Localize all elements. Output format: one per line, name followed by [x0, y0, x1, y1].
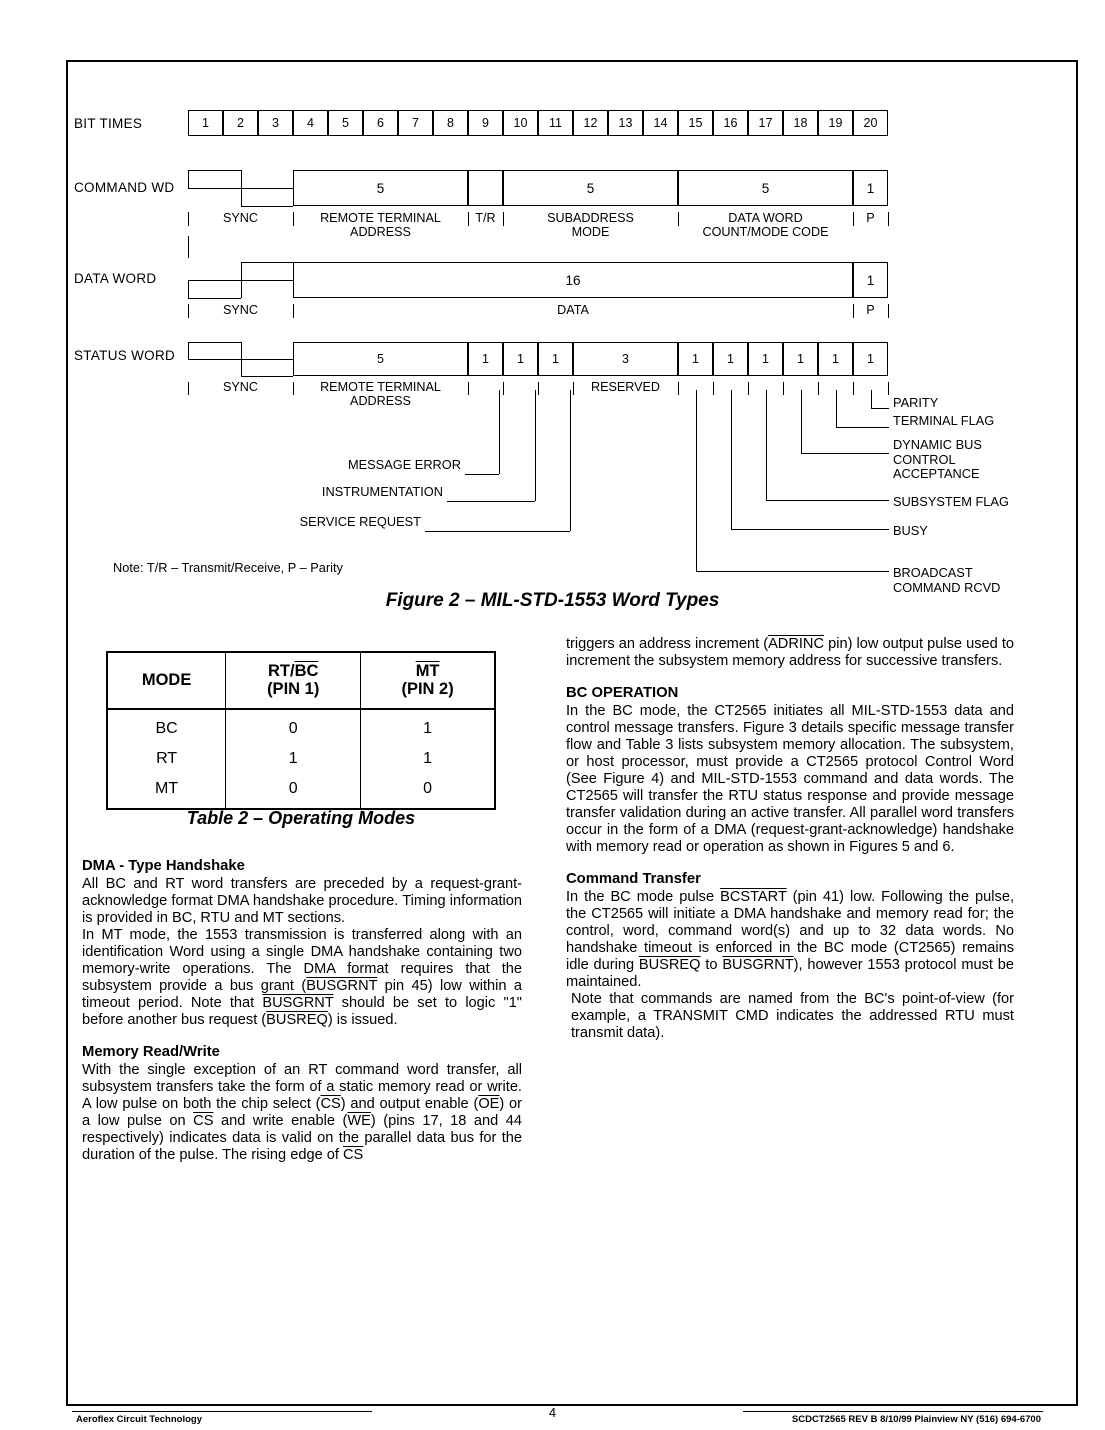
signal-we: $\overline{WE}$: [347, 1112, 371, 1129]
cont-a: triggers an address increment (: [566, 636, 769, 652]
callout-leader-vertical: [836, 390, 837, 427]
callout-leader-horizontal: [801, 453, 890, 454]
th-rtbc-pin: (PIN 1): [267, 680, 320, 699]
callout-leader-vertical: [570, 390, 571, 531]
bit-time-cell: 16: [713, 110, 748, 136]
callout-label-right: DYNAMIC BUS CONTROL ACCEPTANCE: [893, 437, 982, 482]
label-command-wd: COMMAND WD: [74, 180, 175, 195]
callout-leader-horizontal: [425, 531, 570, 532]
table-row: [107, 744, 495, 774]
dma2-b: pin 45) low within a timeout period. Note that: [82, 977, 523, 1011]
sync-high-bottom: [188, 188, 241, 189]
paragraph-bc-operation: In the BC mode, the CT2565 initiates all MIL-STD-1553 data and control message transfers. Figure 3 details specific message transfer flow and Table 3 lists subsystem memory allocation. The subsystem, or host processor, must provide a CT2565 protocol Control Word (See Figure 4) and MIL-STD-1553 command and data words. The CT2565 will transfer the RTU status response and provide message transfer validation during an active transfer. All parallel word transfers occur in the form of a DMA (request-grant-acknowledge) handshake with memory read or operation as shown in Figures 5 and 6.: [566, 702, 1014, 855]
sync-high-top: [188, 342, 241, 343]
th-mt-overline: $\overline{MT}$: [415, 662, 440, 680]
caption-sync: SYNC: [223, 380, 258, 394]
caption-segment: DATA: [557, 303, 589, 317]
cell-mode: RT: [107, 744, 226, 774]
cmd-c: to: [700, 956, 723, 973]
sync-low-bottom: [241, 376, 294, 377]
signal-bcstart: BCSTART: [720, 888, 787, 905]
table-header-row: [107, 652, 495, 709]
bit-time-cell: 18: [783, 110, 818, 136]
bit-time-cell: 2: [223, 110, 258, 136]
tick-segment: [468, 382, 469, 395]
signal-adrinc: ADRINC: [768, 636, 825, 652]
tick-segment: [503, 382, 504, 395]
caption-sync: SYNC: [223, 303, 258, 317]
label-status-word: STATUS WORD: [74, 348, 176, 363]
table-2-operating-modes: [106, 651, 496, 810]
cell-mt: 1: [361, 709, 495, 744]
caption-segment: REMOTE TERMINAL ADDRESS: [320, 211, 441, 240]
label-data-word: DATA WORD: [74, 271, 157, 286]
sync-low-top: [188, 280, 241, 281]
th-mode-label: MODE: [141, 671, 192, 690]
heading-memory-read-write: Memory Read/Write: [82, 1043, 220, 1060]
callout-leader-vertical: [499, 390, 500, 474]
caption-segment: RESERVED: [590, 380, 661, 394]
mem-b: ) and output enable (: [340, 1095, 479, 1112]
cell-mt: 1: [361, 744, 495, 774]
callout-leader-vertical: [731, 390, 732, 529]
figure-note: Note: T/R – Transmit/Receive, P – Parity: [113, 560, 343, 575]
callout-label-right: BUSY: [893, 523, 928, 538]
bit-time-cell: 13: [608, 110, 643, 136]
bit-time-cell: 9: [468, 110, 503, 136]
signal-busgrnt-2: BUSGRNT: [262, 994, 334, 1011]
footer-page-number: 4: [548, 1405, 557, 1420]
tick-segment: [783, 382, 784, 395]
right-text-column: [566, 636, 1014, 1042]
sync-left-edge: [188, 170, 189, 188]
signal-busgrnt-1: BUSGRNT: [306, 977, 378, 994]
tick-segment: [538, 382, 539, 395]
tick-sync-long: [188, 236, 189, 258]
table-body: [107, 709, 495, 809]
tick-segment: [853, 382, 854, 395]
caption-segment: DATA WORD COUNT/MODE CODE: [702, 211, 829, 240]
bit-time-cell: 6: [363, 110, 398, 136]
sync-low-top: [241, 359, 294, 360]
label-bit-times: BIT TIMES: [74, 116, 143, 131]
cell-rtbc: 1: [226, 744, 361, 774]
table-2-caption: Table 2 – Operating Modes: [186, 808, 416, 828]
paragraph-command-note: Note that commands are named from the BC's point-of-view (for example, a TRANSMIT CMD indicates the addressed RTU must transmit data).: [571, 990, 1014, 1041]
figure-caption: Figure 2 – MIL-STD-1553 Word Types: [385, 590, 720, 611]
sync-left-edge: [188, 280, 189, 298]
paragraph-command-transfer: [566, 889, 1014, 991]
dma2-c: should be set to logic "1" before another bus request (: [82, 994, 522, 1028]
callout-label-left: MESSAGE ERROR: [347, 457, 461, 472]
bit-time-cell: 11: [538, 110, 573, 136]
status-word-segment: 1: [818, 342, 853, 376]
cell-mt: 0: [361, 774, 495, 809]
table-row: [107, 774, 495, 809]
callout-label-left: SERVICE REQUEST: [299, 514, 421, 529]
signal-busreq: BUSREQ: [266, 1011, 328, 1028]
sync-low-bottom: [241, 206, 294, 207]
bit-time-cell: 17: [748, 110, 783, 136]
caption-segment: SUBADDRESS MODE: [547, 211, 634, 240]
sync-high-bottom: [241, 280, 294, 281]
footer-rule-right: [743, 1411, 1043, 1412]
paragraph-memory: [82, 1062, 522, 1164]
sync-low-top: [241, 188, 294, 189]
command-word-segment: 1: [853, 170, 888, 206]
sync-high-bottom: [188, 359, 241, 360]
callout-leader-vertical: [871, 390, 872, 408]
callout-leader-horizontal: [836, 427, 890, 428]
left-text-column: [82, 858, 522, 1164]
status-word-segment: 1: [713, 342, 748, 376]
command-word-segment: 5: [293, 170, 468, 206]
dma2-a: In MT mode, the 1553 transmission is transferred along with an identification Word using a single DMA handshake containing two memory-write operations. The DMA format requires that the subsystem provide a bus grant (: [82, 926, 522, 994]
tick-segment: [713, 382, 714, 395]
caption-sync: SYNC: [223, 211, 258, 225]
caption-segment: P: [866, 211, 875, 225]
status-word-segment: 5: [293, 342, 468, 376]
callout-leader-horizontal: [731, 529, 890, 530]
cmd-b: (pin 41) low. Following the pulse, the CT2565 will initiate a DMA handshake and memory read for; the control, word, command word(s) and up to 32 data words. No handshake timeout is enforced in the BC mode (CT2565) remains idle during: [566, 888, 1014, 973]
cell-rtbc: 0: [226, 774, 361, 809]
caption-segment: P: [866, 303, 875, 317]
callout-leader-vertical: [535, 390, 536, 501]
signal-oe: $\overline{OE}$: [478, 1095, 500, 1112]
th-rtbc-overline: $\overline{BC}$: [294, 662, 319, 680]
tick-segment: [818, 382, 819, 395]
bit-time-cell: 10: [503, 110, 538, 136]
sync-high-top: [241, 262, 294, 263]
footer-docid: SCDCT2565 REV B 8/10/99 Plainview NY (516) 694-6700: [791, 1414, 1041, 1425]
signal-cs-2: $\overline{CS}$: [193, 1112, 214, 1129]
command-word-segment: 5: [503, 170, 678, 206]
command-word-segment: 5: [678, 170, 853, 206]
status-word-segment: 3: [573, 342, 678, 376]
heading-dma-type-handshake: DMA - Type Handshake: [82, 858, 245, 874]
heading-command-transfer: Command Transfer: [566, 870, 701, 887]
cont-b: pin) low output pulse used to increment the subsystem memory address for successive transfers.: [566, 636, 1014, 669]
data-word-segment: 16: [293, 262, 853, 298]
command-word-segment: [468, 170, 503, 206]
caption-segment: T/R: [475, 211, 496, 225]
callout-label-left: INSTRUMENTATION: [321, 484, 443, 499]
page-footer: [0, 1406, 1105, 1430]
cell-rtbc: 0: [226, 709, 361, 744]
callout-leader-vertical: [766, 390, 767, 500]
callout-leader-horizontal: [465, 474, 499, 475]
bit-time-cell: 7: [398, 110, 433, 136]
bit-time-cell: 1: [188, 110, 223, 136]
signal-busgrnt-cmd: BUSGRNT: [722, 956, 794, 973]
bit-time-cell: 15: [678, 110, 713, 136]
cell-mode: BC: [107, 709, 226, 744]
tick-segment: [573, 382, 574, 395]
callout-leader-vertical: [801, 390, 802, 453]
tick-segment: [888, 382, 889, 395]
status-word-segment: 1: [853, 342, 888, 376]
callout-leader-horizontal: [447, 501, 535, 502]
paragraph-continuation: [566, 636, 1014, 670]
cmd-a: In the BC mode pulse: [566, 888, 721, 905]
signal-cs-3: $\overline{CS}$: [342, 1146, 364, 1163]
bit-time-cell: 3: [258, 110, 293, 136]
heading-bc-operation: BC OPERATION: [566, 685, 679, 701]
callout-label-right: SUBSYSTEM FLAG: [893, 494, 1009, 509]
callout-label-right: BROADCAST COMMAND RCVD: [893, 565, 1001, 595]
th-mt: [361, 652, 495, 709]
bit-time-cell: 5: [328, 110, 363, 136]
bit-time-cell: 14: [643, 110, 678, 136]
tick-segment: [678, 382, 679, 395]
paragraph-dma-2: [82, 927, 522, 1029]
status-word-segment: 1: [538, 342, 573, 376]
figure-2-mil-std-1553-word-types: [0, 0, 1105, 620]
tick-end: [888, 304, 889, 318]
bit-time-cell: 12: [573, 110, 608, 136]
status-word-segment: 1: [678, 342, 713, 376]
th-rtbc-prefix: RT/: [267, 662, 295, 680]
th-mt-pin: (PIN 2): [401, 680, 454, 699]
bit-time-cell: 8: [433, 110, 468, 136]
mem-a: With the single exception of an RT command word transfer, all subsystem transfers take the form of a static memory read or write. A low pulse on both the chip select (: [82, 1061, 522, 1112]
cell-mode: MT: [107, 774, 226, 809]
signal-cs-1: $\overline{CS}$: [320, 1095, 341, 1112]
callout-label-right: PARITY: [893, 395, 939, 410]
callout-leader-vertical: [696, 390, 697, 571]
mem-c: ) or a low pulse on: [82, 1095, 523, 1129]
callout-leader-horizontal: [766, 500, 890, 501]
status-word-segment: 1: [748, 342, 783, 376]
bit-time-cell: 19: [818, 110, 853, 136]
status-word-segment: 1: [503, 342, 538, 376]
callout-label-right: TERMINAL FLAG: [893, 413, 995, 428]
bit-time-cell: 4: [293, 110, 328, 136]
paragraph-dma-1: All BC and RT word transfers are preceded by a request-grant-acknowledge format DMA handshake procedure. Timing information is provided in BC, RTU and MT sections.: [82, 875, 522, 926]
dma2-d: ) is issued.: [327, 1011, 398, 1028]
th-mode: [107, 652, 226, 709]
signal-busreq-cmd: BUSREQ: [638, 956, 701, 973]
th-rtbc: [226, 652, 361, 709]
tick-end: [888, 212, 889, 226]
tick-segment: [748, 382, 749, 395]
status-word-segment: 1: [468, 342, 503, 376]
mem-d: and write enable (: [213, 1112, 348, 1129]
callout-leader-horizontal: [696, 571, 890, 572]
cmd-d: ), however 1553 protocol must be maintained.: [566, 956, 1014, 990]
sync-low-bottom: [188, 298, 241, 299]
sync-left-edge: [188, 342, 189, 359]
caption-segment: REMOTE TERMINAL ADDRESS: [320, 380, 441, 409]
sync-high-top: [188, 170, 241, 171]
data-word-segment: 1: [853, 262, 888, 298]
footer-company: Aeroflex Circuit Technology: [76, 1414, 202, 1425]
table-row: [107, 709, 495, 744]
bit-time-cell: 20: [853, 110, 888, 136]
status-word-segment: 1: [783, 342, 818, 376]
mem-e: ) (pins 17, 18 and 44 respectively) indicates data is valid on the parallel data bus for the duration of the pulse. The rising edge of: [82, 1112, 522, 1163]
callout-leader-horizontal: [871, 408, 890, 409]
